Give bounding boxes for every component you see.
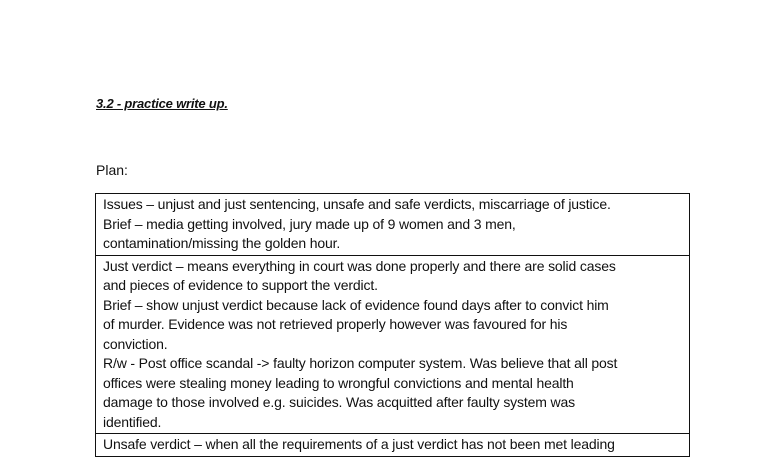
text-line: conviction. — [103, 335, 168, 352]
text-line: identified. — [103, 413, 162, 430]
plan-label: Plan: — [96, 162, 128, 178]
table-cell-just-verdict — [96, 255, 690, 434]
text-line: Issues – unjust and just sentencing, unsafe and safe verdicts, miscarriage of justice. — [103, 196, 611, 212]
plan-table — [95, 193, 690, 457]
text-line: Unsafe verdict – when all the requirements of a just verdict has not been met leading — [103, 436, 615, 452]
text-line: contamination/missing the golden hour. — [103, 235, 341, 251]
text-line: damage to those involved e.g. suicides. Was acquitted after faulty system was — [103, 394, 575, 410]
text-line: R/w - Post office scandal -> faulty horizon computer system. Was believe that all post — [103, 355, 618, 371]
text-line: Brief – media getting involved, jury made up of 9 women and 3 men, — [103, 215, 516, 232]
text-line: and pieces of evidence to support the verdict. — [103, 277, 378, 293]
table-row-issues — [96, 194, 690, 256]
table-cell-unsafe-verdict — [96, 434, 690, 457]
text-line: Brief – show unjust verdict because lack of evidence found days after to convict him — [103, 296, 609, 313]
page-heading: 3.2 - practice write up. — [96, 96, 228, 111]
text-line: Just verdict – means everything in court was done properly and there are solid cases — [103, 257, 616, 274]
text-line: offices were stealing money leading to wrongful convictions and mental health — [103, 374, 574, 391]
table-row-unsafe-verdict — [96, 434, 690, 457]
table-cell-issues — [96, 194, 690, 256]
text-line: of murder. Evidence was not retrieved properly however was favoured for his — [103, 316, 568, 332]
table-row-just-verdict — [96, 255, 690, 434]
